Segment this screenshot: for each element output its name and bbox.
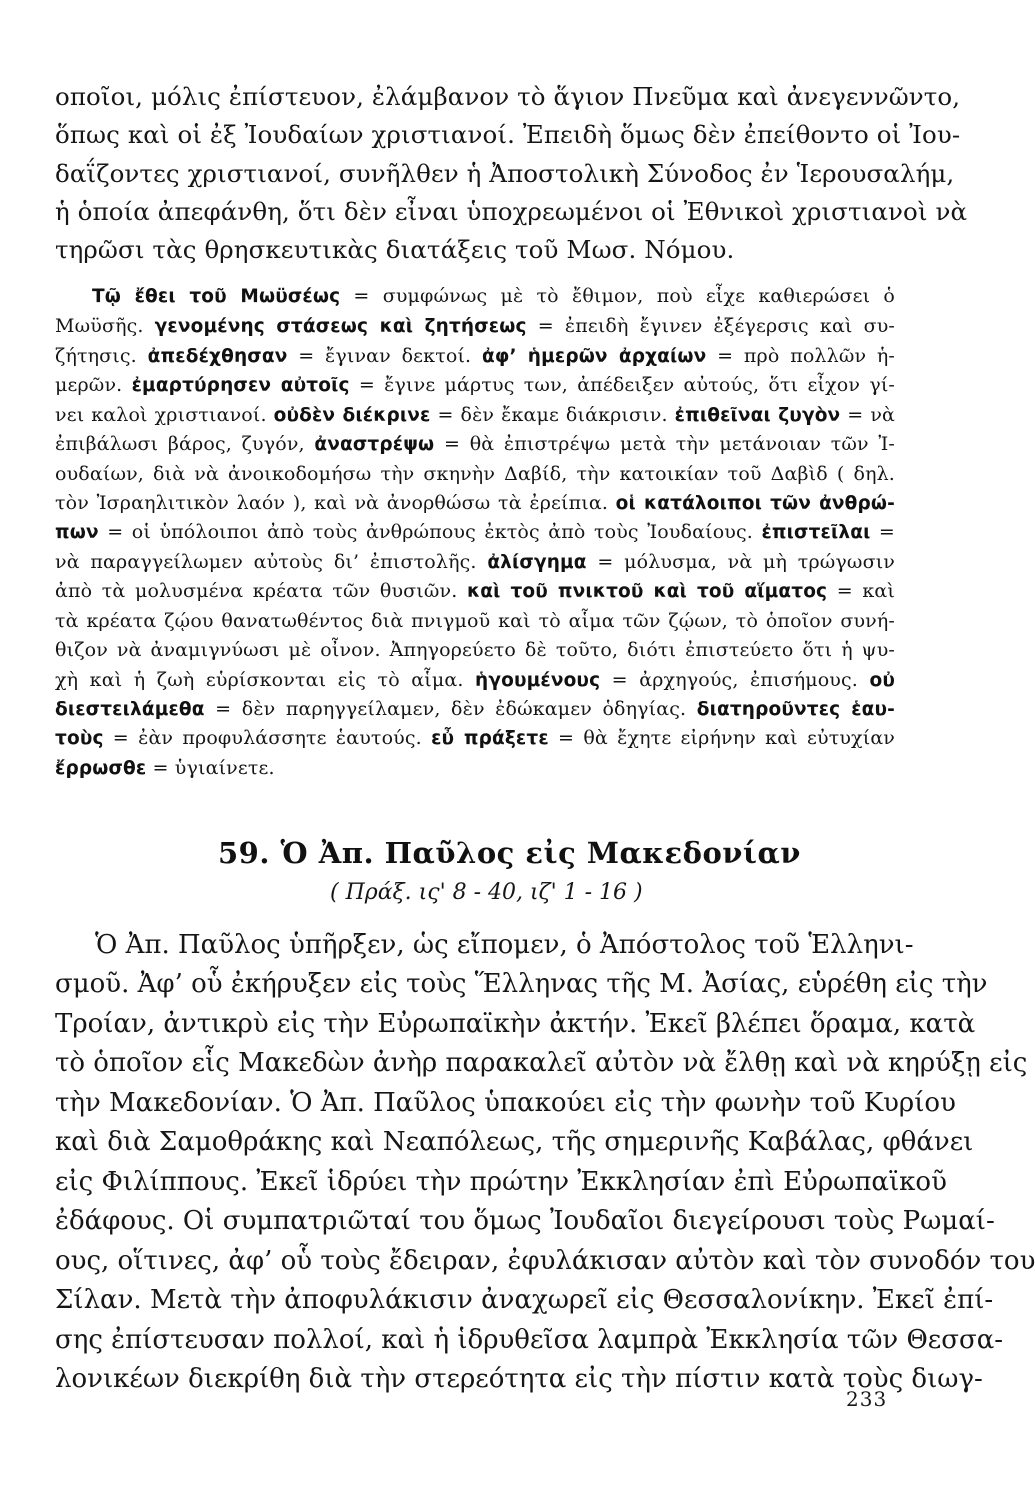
glossary-term: διατηροῦντες ἑαυ- — [696, 699, 895, 720]
text-line: οποῖοι, μόλις ἐπίστευον, ἐλάμβανον τὸ ἅγιον Πνεῦμα καὶ ἀνεγεννῶντο, — [55, 82, 961, 111]
glossary-text: Μωϋσῆς. — [55, 315, 155, 337]
glossary-term: ἐμαρτύρησεν αὐτοῖς — [131, 375, 350, 396]
glossary-text: = θὰ ἔχητε εἰρήνην καὶ εὐτυχίαν — [548, 727, 895, 749]
glossary-term: ἔρρωσθε — [55, 758, 147, 779]
glossary-term: οὐ — [869, 670, 895, 691]
glossary-text: = ἐπειδὴ ἔγινεν ἐξέγερσις καὶ συ- — [526, 315, 896, 337]
glossary-line — [55, 315, 895, 337]
glossary-term: ἀναστρέψω — [314, 434, 435, 455]
glossary-term: ἡγουμένους — [475, 670, 601, 691]
glossary-text: = πρὸ πολλῶν ἡ- — [706, 345, 896, 367]
text-line: ἐδάφους. Οἱ συμπατριῶταί του ὅμως Ἰουδαῖοι διεγείρουσι τοὺς Ρωμαί- — [55, 1206, 995, 1236]
glossary-line — [55, 757, 895, 779]
text-line: λονικέων διεκρίθη διὰ τὴν στερεότητα εἰς τὴν πίστιν κατὰ τοὺς διωγ- — [55, 1364, 983, 1394]
glossary-term: ἀφ’ ἡμερῶν ἀρχαίων — [481, 346, 707, 367]
text-line: Ὁ Ἀπ. Παῦλος ὑπῆρξεν, ὡς εἴπομεν, ὁ Ἀπόστολος τοῦ Ἑλληνι- — [95, 930, 914, 960]
glossary-line — [55, 492, 895, 514]
glossary-text: τὸν Ἰσραηλιτικὸν λαόν ), καὶ νὰ ἀνορθώσω τὰ ἐρείπια. — [55, 492, 616, 514]
glossary-text: = ἐὰν προφυλάσσητε ἑαυτούς. — [103, 727, 432, 749]
text-line: ους, οἵτινες, ἀφ’ οὗ τοὺς ἔδειραν, ἐφυλάκισαν αὐτὸν καὶ τὸν συνοδόν του — [55, 1246, 1035, 1276]
glossary-term: ἐπιστεῖλαι — [761, 522, 871, 543]
text-line: σης ἐπίστευσαν πολλοί, καὶ ἡ ἱδρυθεῖσα λαμπρὰ Ἐκκλησία τῶν Θεσσα- — [55, 1325, 1004, 1355]
text-line: εἰς Φιλίππους. Ἐκεῖ ἱδρύει τὴν πρώτην Ἐκκλησίαν ἐπὶ Εὐρωπαϊκοῦ — [55, 1167, 947, 1197]
glossary-line — [55, 345, 895, 367]
glossary-line — [55, 433, 895, 455]
glossary-line — [55, 698, 895, 720]
glossary-text: θιζον νὰ ἀναμιγνύωσι μὲ οἶνον. Ἀπηγορεύετο δὲ τοῦτο, διότι ἐπιστεύετο ὅτι ἡ ψυ- — [55, 639, 895, 661]
scripture-reference: ( Πράξ. ις' 8 - 40, ιζ' 1 - 16 ) — [330, 880, 643, 905]
glossary-text: = ἔγινε μάρτυς των, ἀπέδειξεν αὐτούς, ὅτι εἶχον γί- — [349, 374, 895, 396]
glossary-line — [55, 551, 895, 573]
glossary-line — [55, 404, 895, 426]
glossary-line — [55, 669, 895, 691]
glossary-line — [55, 580, 895, 602]
section-heading: 59. Ὁ Ἀπ. Παῦλος εἰς Μακεδονίαν — [218, 836, 801, 870]
text-line: ὅπως καὶ οἱ ἐξ Ἰουδαίων χριστιανοί. Ἐπειδὴ ὅμως δὲν ἐπείθοντο οἱ Ἰου- — [55, 120, 961, 149]
glossary-text: = δὲν παρηγγείλαμεν, δὲν ἐδώκαμεν ὁδηγίας. — [204, 698, 697, 720]
glossary-text: μερῶν. — [55, 374, 132, 396]
glossary-term: ἐπιθεῖναι ζυγὸν — [674, 405, 841, 426]
glossary-line — [55, 463, 895, 485]
glossary-text: νὰ παραγγείλωμεν αὐτοὺς δι’ ἐπιστολῆς. — [55, 551, 488, 573]
glossary-text: ουδαίων, διὰ νὰ ἀνοικοδομήσω τὴν σκηνὴν Δαβίδ, τὴν κατοικίαν τοῦ Δαβὶδ ( δηλ. — [55, 463, 895, 485]
text-line: ἡ ὁποία ἀπεφάνθη, ὅτι δὲν εἶναι ὑποχρεωμένοι οἱ Ἐθνικοὶ χριστιανοὶ νὰ — [55, 197, 968, 226]
glossary-text: ζήτησις. — [55, 345, 148, 367]
glossary-text: = οἱ ὑπόλοιποι ἀπὸ τοὺς ἀνθρώπους ἐκτὸς ἀπὸ τοὺς Ἰουδαίους. — [98, 521, 762, 543]
glossary-term: οἱ κατάλοιποι τῶν ἀνθρώ- — [615, 493, 895, 514]
glossary-term: εὖ πράξετε — [431, 728, 549, 749]
glossary-term: ἀπεδέχθησαν — [147, 346, 288, 367]
text-line: τηρῶσι τὰς θρησκευτικὰς διατάξεις τοῦ Μωσ. Νόμου. — [55, 235, 735, 264]
glossary-line — [92, 285, 895, 307]
glossary-text: = ὑγιαίνετε. — [146, 757, 275, 779]
glossary-text: = δὲν ἔκαμε διάκρισιν. — [430, 404, 675, 426]
glossary-line — [55, 639, 895, 661]
glossary-term: διεστειλάμεθα — [55, 699, 205, 720]
glossary-line — [55, 521, 895, 543]
glossary-text: ἀπὸ τὰ μολυσμένα κρέατα τῶν θυσιῶν. — [55, 580, 467, 602]
glossary-line — [55, 727, 895, 749]
glossary-term: Τῷ ἔθει τοῦ Μωϋσέως — [92, 286, 341, 307]
glossary-line — [55, 374, 895, 396]
glossary-text: ἐπιβάλωσι βάρος, ζυγόν, — [55, 433, 315, 455]
glossary-text: = μόλυσμα, νὰ μὴ τρώγωσιν — [586, 551, 895, 573]
text-line: καὶ διὰ Σαμοθράκης καὶ Νεαπόλεως, τῆς σημερινῆς Καβάλας, φθάνει — [55, 1127, 974, 1157]
glossary-text: = — [870, 521, 896, 543]
glossary-text: = ἀρχηγούς, ἐπισήμους. — [600, 669, 870, 691]
text-line: τὸ ὁποῖον εἷς Μακεδὼν ἀνὴρ παρακαλεῖ αὐτὸν νὰ ἔλθῃ καὶ νὰ κηρύξῃ εἰς — [55, 1048, 1028, 1078]
glossary-term: καὶ τοῦ πνικτοῦ καὶ τοῦ αἵματος — [467, 581, 828, 602]
glossary-text: χὴ καὶ ἡ ζωὴ εὑρίσκονται εἰς τὸ αἷμα. — [55, 669, 476, 691]
glossary-line — [55, 610, 895, 632]
glossary-term: οὐδὲν διέκρινε — [273, 405, 431, 426]
glossary-term: γενομένης στάσεως καὶ ζητήσεως — [154, 316, 527, 337]
text-line: τὴν Μακεδονίαν. Ὁ Ἀπ. Παῦλος ὑπακούει εἰς τὴν φωνὴν τοῦ Κυρίου — [55, 1088, 956, 1118]
glossary-text: = θὰ ἐπιστρέψω μετὰ τὴν μετάνοιαν τῶν Ἰ- — [434, 433, 895, 455]
glossary-text: = συμφώνως μὲ τὸ ἔθιμον, ποὺ εἶχε καθιερώσει ὁ — [340, 285, 895, 307]
text-line: σμοῦ. Ἀφ’ οὗ ἐκήρυξεν εἰς τοὺς Ἕλληνας τῆς Μ. Ἀσίας, εὑρέθη εἰς τὴν — [55, 969, 988, 999]
glossary-text: = ἔγιναν δεκτοί. — [287, 345, 482, 367]
glossary-text: τὰ κρέατα ζῴου θανατωθέντος διὰ πνιγμοῦ καὶ τὸ αἷμα τῶν ζῴων, τὸ ὁποῖον συνή- — [55, 610, 895, 632]
glossary-term: τοὺς — [55, 728, 104, 749]
glossary-term: ἀλίσγημα — [487, 552, 587, 573]
text-line: δαΐζοντες χριστιανοί, συνῆλθεν ἡ Ἀποστολικὴ Σύνοδος ἐν Ἱερουσαλήμ, — [55, 159, 955, 188]
glossary-term: πων — [55, 522, 99, 543]
text-line: Τροίαν, ἀντικρὺ εἰς τὴν Εὐρωπαϊκὴν ἀκτήν. Ἐκεῖ βλέπει ὅραμα, κατὰ — [55, 1009, 976, 1039]
glossary-text: νει καλοὶ χριστιανοί. — [55, 404, 274, 426]
glossary-text: = νὰ — [840, 404, 896, 426]
page-number: 233 — [846, 1387, 888, 1411]
glossary-text: = καὶ — [827, 580, 895, 602]
text-line: Σίλαν. Μετὰ τὴν ἀποφυλάκισιν ἀναχωρεῖ εἰς Θεσσαλονίκην. Ἐκεῖ ἐπί- — [55, 1285, 994, 1315]
